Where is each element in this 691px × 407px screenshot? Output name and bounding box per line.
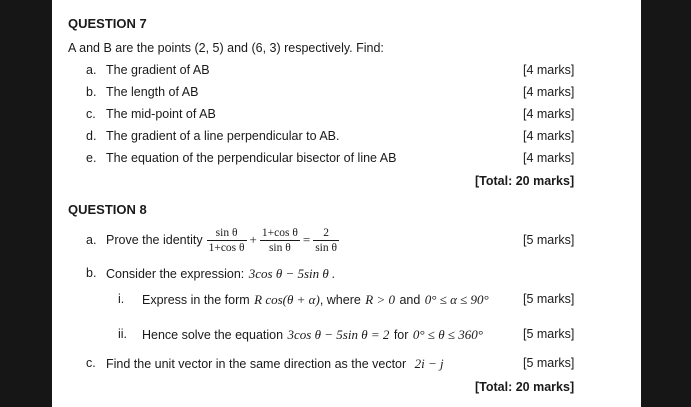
- identity-fraction-1: [207, 227, 247, 254]
- q7-item-a-text: The gradient of AB: [106, 63, 210, 77]
- q7-item-b-text: The length of AB: [106, 85, 199, 99]
- q8-b-i-text-3: and: [399, 293, 421, 307]
- q7-item-c-letter: c.: [86, 107, 96, 121]
- plus-sign: +: [249, 232, 257, 247]
- fraction-1-numerator: sin θ: [207, 227, 247, 241]
- q8-part-b-expression: 3cos θ − 5sin θ .: [248, 266, 336, 281]
- q7-item-e-letter: e.: [86, 151, 97, 165]
- q8-part-a-statement: [106, 220, 341, 260]
- q8-part-c-vector: 2i − j: [414, 356, 444, 371]
- left-dark-margin: [0, 0, 52, 407]
- fraction-3-denominator: sin θ: [315, 241, 337, 254]
- question-7-intro: A and B are the points (2, 5) and (6, 3) respectively. Find:: [68, 41, 384, 55]
- q7-item-d-text: The gradient of a line perpendicular to AB.: [106, 129, 340, 143]
- q8-part-b-letter: b.: [86, 266, 97, 280]
- q8-part-b-ii-marks: [5 marks]: [523, 327, 575, 341]
- q7-item-d-letter: d.: [86, 129, 97, 143]
- question-8-heading: QUESTION 8: [68, 202, 147, 217]
- q8-part-a-text: Prove the identity: [106, 233, 203, 247]
- q7-item-b-letter: b.: [86, 85, 97, 99]
- q8-b-i-expression-1: R cos(θ + α): [254, 292, 320, 307]
- q7-item-e-text: The equation of the perpendicular bisector of line AB: [106, 151, 397, 165]
- right-dark-margin: [641, 0, 691, 407]
- q7-item-e-marks: [4 marks]: [523, 151, 575, 165]
- q8-part-c-marks: [5 marks]: [523, 356, 575, 370]
- q7-item-d-marks: [4 marks]: [523, 129, 575, 143]
- q8-b-ii-text-2: for: [393, 328, 409, 342]
- q8-part-a-letter: a.: [86, 233, 97, 247]
- q8-b-i-text-2: , where: [319, 293, 361, 307]
- document-page: [52, 0, 641, 407]
- q8-b-ii-expression-1: 3cos θ − 5sin θ = 2: [287, 327, 390, 342]
- q8-b-i-expression-2: R > 0: [365, 292, 395, 307]
- fraction-1-denominator: 1+cos θ: [208, 241, 245, 254]
- q7-total-marks: [Total: 20 marks]: [475, 174, 575, 188]
- fraction-2-numerator: 1+cos θ: [261, 226, 298, 239]
- q8-part-b-ii-numeral: ii.: [118, 327, 128, 341]
- q7-item-c-text: The mid-point of AB: [106, 107, 216, 121]
- q8-part-b-ii-statement: [142, 326, 483, 344]
- q8-part-b-i-numeral: i.: [118, 292, 125, 306]
- q8-part-b-i-statement: [142, 291, 489, 309]
- fraction-2-denominator: sin θ: [268, 241, 291, 254]
- q7-item-b-marks: [4 marks]: [523, 85, 575, 99]
- identity-fraction-2: [260, 227, 300, 254]
- q8-part-a-marks: [5 marks]: [523, 233, 575, 247]
- q7-item-a-letter: a.: [86, 63, 97, 77]
- q7-item-c-marks: [4 marks]: [523, 107, 575, 121]
- q8-part-b-text: Consider the expression:: [106, 267, 245, 281]
- q8-b-i-expression-3: 0° ≤ α ≤ 90°: [424, 292, 489, 307]
- q8-b-ii-expression-2: 0° ≤ θ ≤ 360°: [412, 327, 483, 342]
- fraction-3-numerator: 2: [313, 227, 339, 241]
- q8-total-marks: [Total: 20 marks]: [475, 380, 575, 394]
- q7-item-a-marks: [4 marks]: [523, 63, 575, 77]
- q8-part-b-i-marks: [5 marks]: [523, 292, 575, 306]
- identity-fraction-3: [313, 227, 339, 254]
- q8-part-c-letter: c.: [86, 356, 96, 370]
- q8-part-c-statement: [106, 355, 444, 373]
- q8-b-i-text-1: Express in the form: [142, 293, 250, 307]
- q8-part-c-text: Find the unit vector in the same direction as the vector: [106, 357, 407, 371]
- equals-sign: =: [302, 232, 311, 247]
- question-7-heading: QUESTION 7: [68, 16, 147, 31]
- q8-part-b-statement: [106, 265, 335, 283]
- q8-b-ii-text-1: Hence solve the equation: [142, 328, 284, 342]
